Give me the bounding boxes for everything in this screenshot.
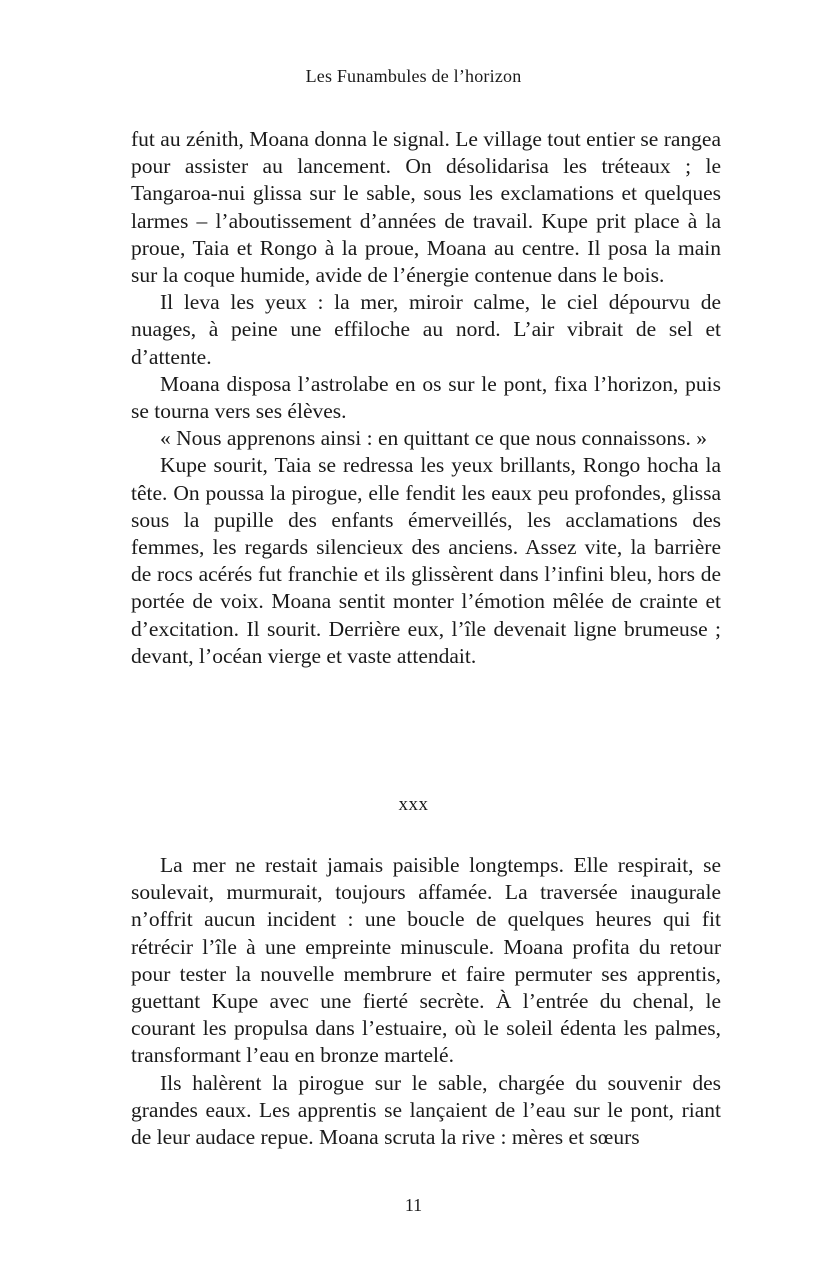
paragraph: Ils halèrent la pirogue sur le sable, chargée du souvenir des grandes eaux. Les apprentis se lançaient de l’eau sur le pont, riant de leur audace repue. Moana scruta la rive : mères et sœurs [131,1070,721,1150]
page-number: 11 [404,1195,423,1215]
paragraph: Il leva les yeux : la mer, miroir calme, le ciel dépourvu de nuages, à peine une effiloche au nord. L’air vibrait de sel et d’attente. [131,290,721,369]
paragraph: La mer ne restait jamais paisible longtemps. Elle respirait, se soulevait, murmurait, toujours affamée. La traversée inaugurale n’offrit aucun incident : une boucle de quelques heures qui fit rétrécir l’île à une empreinte minuscule. Moana profita du retour pour tester la nouvelle membrure et faire permuter ses apprentis, guettant Kupe avec une fierté secrète. À l’entrée du chenal, le courant les propulsa dans l’estuaire, où le soleil édenta les palmes, transformant l’eau en bronze martelé. [131,853,721,1068]
dialogue-paragraph: « Nous apprenons ainsi : en quittant ce que nous connaissons. » [160,426,707,451]
paragraph: Moana disposa l’astrolabe en os sur le pont, fixa l’horizon, puis se tourna vers ses élèves. [131,371,721,424]
text-section-1 [131,126,721,670]
text-section-2 [131,852,721,1151]
scene-break: xxx [398,794,429,815]
paragraph: Kupe sourit, Taia se redressa les yeux brillants, Rongo hocha la tête. On poussa la pirogue, elle fendit les eaux peu profondes, glissa sous la pupille des enfants émerveillés, les acclamations des femmes, les regards silencieux des anciens. Assez vite, la barrière de rocs acérés fut franchie et ils glissèrent dans l’infini bleu, hors de portée de voix. Moana sentit monter l’émotion mêlée de crainte et d’excitation. Il sourit. Derrière eux, l’île devenait ligne brumeuse ; devant, l’océan vierge et vaste attendait. [131,453,721,668]
running-header: Les Funambules de l’horizon [305,66,522,86]
paragraph-continuation: fut au zénith, Moana donna le signal. Le village tout entier se rangea pour assister au lancement. On désolidarisa les tréteaux ; le Tangaroa-nui glissa sur le sable, sous les exclamations et quelques larmes – l’aboutissement d’années de travail. Kupe prit place à la proue, Taia et Rongo à la proue, Moana au centre. Il posa la main sur la coque humide, avide de l’énergie contenue dans le bois. [131,127,721,288]
